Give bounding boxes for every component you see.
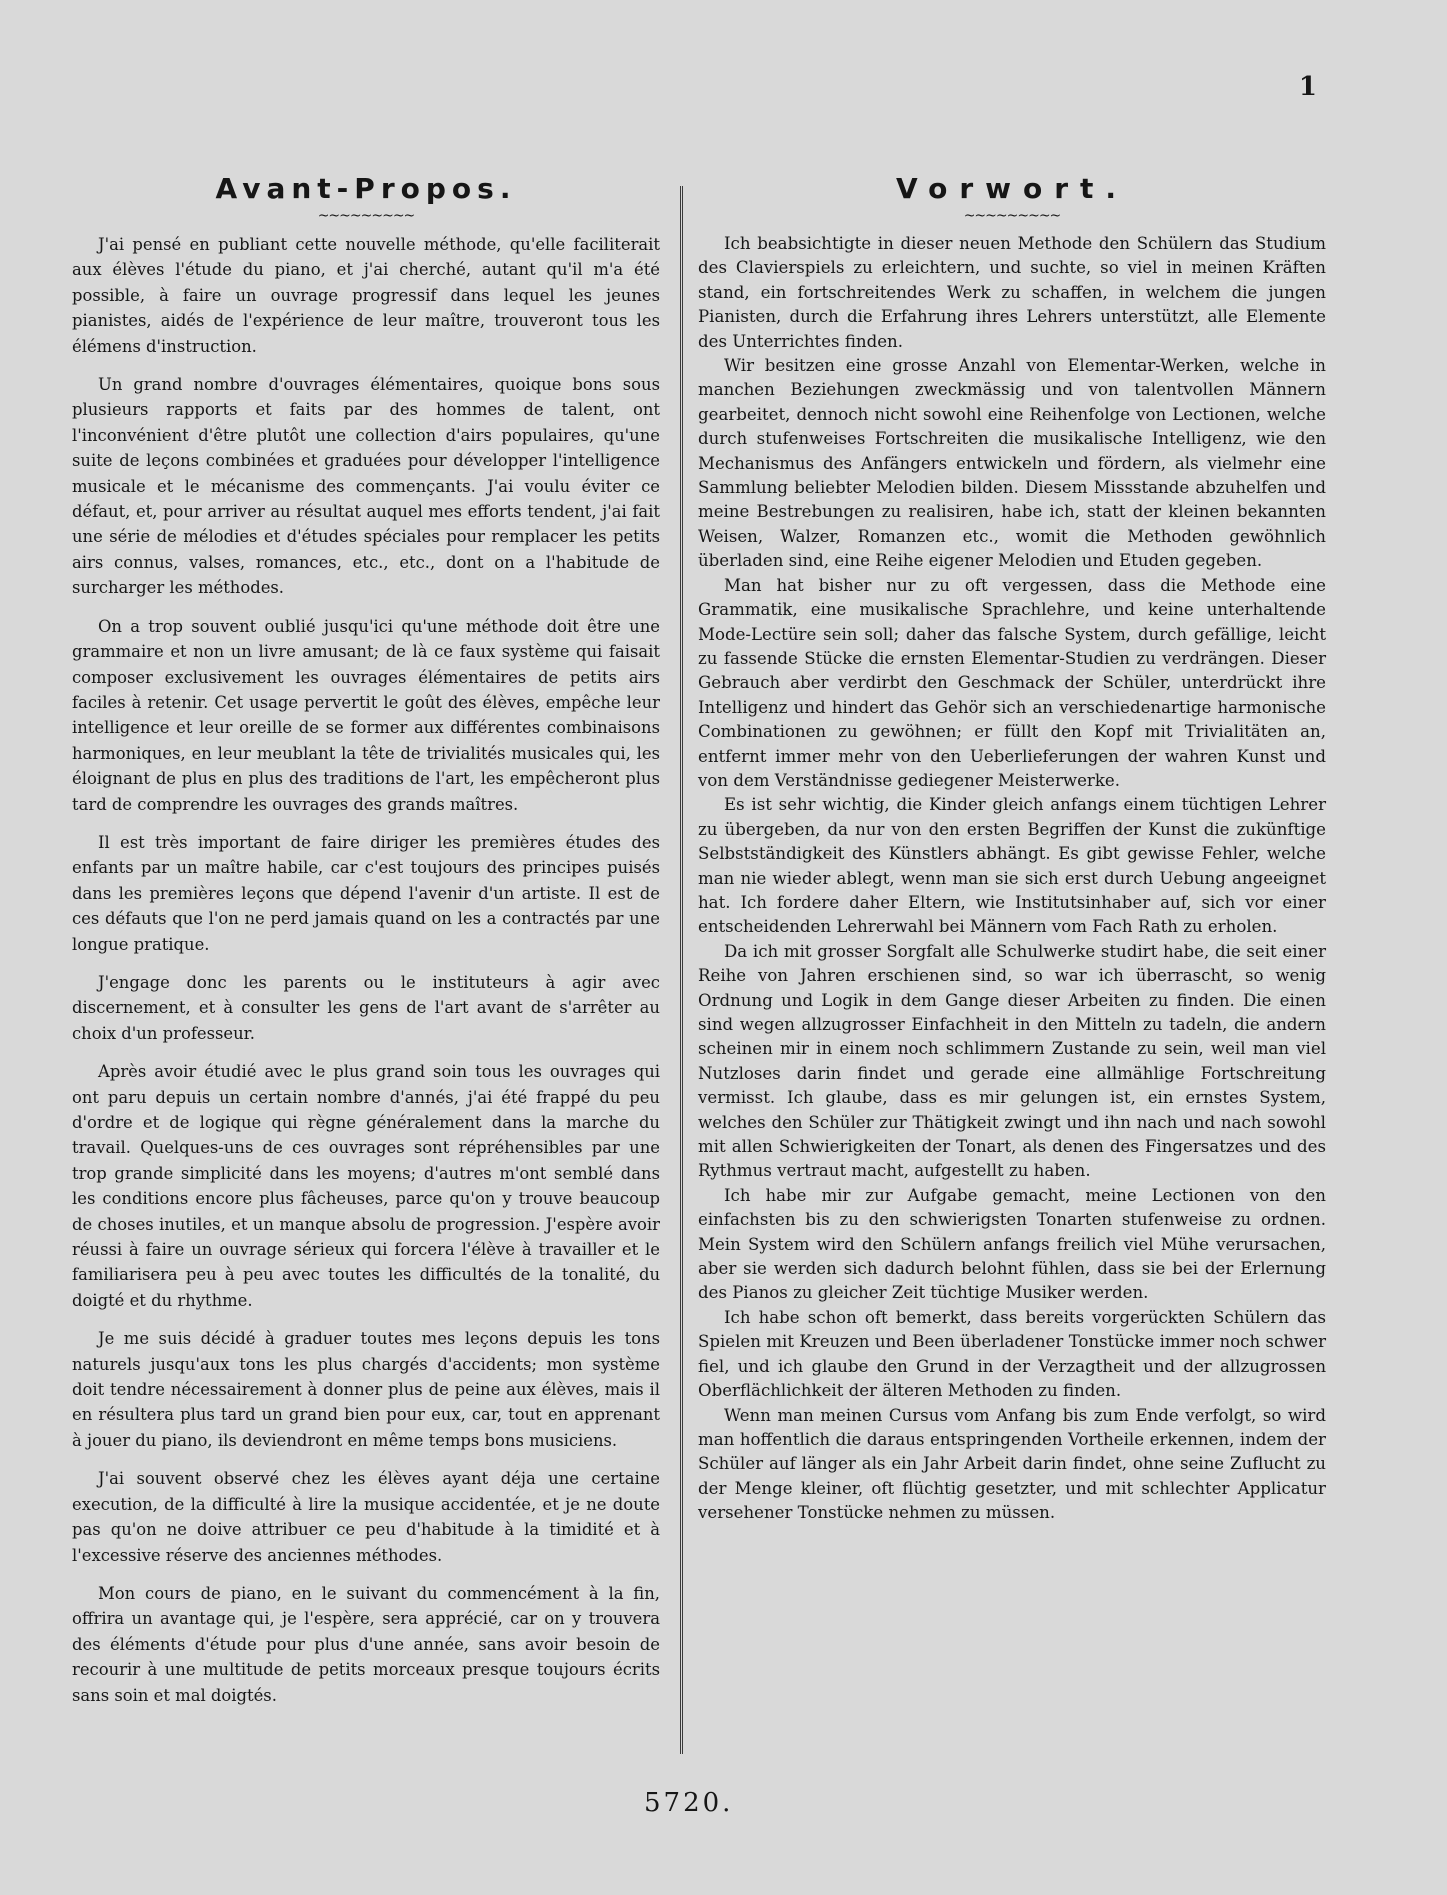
french-paragraph: On a trop souvent oublié jusqu'ici qu'une méthode doit être une grammaire et non un livre amusant; de là ce faux système qui faisait composer exclusivement les ouvrages élémentaires de petits airs faciles à retenir. Cet usage pervertit le goût des élèves, empêche leur intelligence et leur oreille de se former aux différentes combinaisons harmoniques, en leur meublant la tête de trivialités musicales qui, les éloignant de plus en plus des traditions de l'art, les empêcheront plus tard de comprendre les ouvrages des grands maîtres. xyxy=(72,616,660,814)
german-paragraph: Man hat bisher nur zu oft vergessen, dass die Methode eine Grammatik, eine musikalische Sprachlehre, und keine unterhaltende Mode-Lectüre sein soll; daher das falsche System, durch gefällige, leicht zu fassende Stücke die ernsten Elementar-Studien zu verdrängen. Dieser Gebrauch aber verdirbt den Geschmack der Schüler, unterdrückt ihre Intelligenz und hindert das Gehör sich an verschiedenartige harmonische Combinationen zu gewöhnen; er füllt den Kopf mit Trivialitäten an, entfernt immer mehr von den Ueberlieferungen der wahren Kunst und von dem Verständnisse gediegener Meisterwerke. xyxy=(698,575,1326,790)
french-column xyxy=(72,172,660,1721)
german-paragraph: Wenn man meinen Cursus vom Anfang bis zum Ende verfolgt, so wird man hoffentlich die daraus entspringenden Vortheile erkennen, indem der Schüler auf länger als ein Jahr Arbeit darin findet, ohne seine Zuflucht zu der Menge kleiner, oft flüchtig gesetzter, und mit schlechter Applicatur versehener Tonstücke nehmen zu müssen. xyxy=(698,1405,1326,1523)
german-paragraph: Ich habe mir zur Aufgabe gemacht, meine Lectionen von den einfachsten bis zu den schwierigsten Tonarten stufenweise zu ordnen. Mein System wird den Schülern anfangs freilich viel Mühe verursachen, aber sie werden sich dadurch belohnt fühlen, dass sie bei der Erlernung des Pianos zu gleicher Zeit tüchtige Musiker werden. xyxy=(698,1185,1326,1303)
french-title: Avant-Propos. xyxy=(215,172,517,205)
german-title: Vorwort. xyxy=(895,172,1129,205)
french-title-ornament: ~~~~~~~~~ xyxy=(317,208,415,224)
german-title-ornament: ~~~~~~~~~ xyxy=(963,208,1061,224)
french-paragraph: Un grand nombre d'ouvrages élémentaires, quoique bons sous plusieurs rapports et faits par des hommes de talent, ont l'inconvénient d'être plutôt une collection d'airs populaires, qu'une suite de leçons combinées et graduées pour développer l'intelligence musicale et le mécanisme des commençants. J'ai voulu éviter ce défaut, et, pour arriver au résultat auquel mes efforts tendent, j'ai fait une série de mélodies et d'études spéciales pour remplacer les petits airs connus, valses, romances, etc., etc., dont on a l'habitude de surcharger les méthodes. xyxy=(72,375,660,598)
french-paragraph: Mon cours de piano, en le suivant du commencément à la fin, offrira un avantage qui, je l'espère, sera apprécié, car on y trouvera des éléments d'étude pour plus d'une année, sans avoir besoin de recourir à une multitude de petits morceaux presque toujours écrits sans soin et mal doigtés. xyxy=(72,1583,660,1705)
column-divider xyxy=(680,186,683,1754)
page-number: 1 xyxy=(1298,72,1317,102)
german-paragraph: Ich beabsichtigte in dieser neuen Methode den Schülern das Studium des Clavierspiels zu erleichtern, und suchte, so viel in meinen Kräften stand, ein fortschreitendes Werk zu schaffen, in welchem die jungen Pianisten, durch die Erfahrung ihres Lehrers unterstützt, alle Elemente des Unterrichtes finden. xyxy=(698,234,1326,351)
german-paragraph: Es ist sehr wichtig, die Kinder gleich anfangs einem tüchtigen Lehrer zu übergeben, da nur von den ersten Begriffen der Kunst die zukünftige Selbstständigkeit des Künstlers abhängt. Es gibt gewisse Fehler, welche man nie wieder ablegt, wenn man sie sich erst durch Uebung angeeignet hat. Ich fordere daher Eltern, wie Institutsinhaber auf, sich vor einer entscheidenden Lehrerwahl bei Männern vom Fach Rath zu erholen. xyxy=(698,795,1326,937)
plate-number: 5720. xyxy=(644,1788,734,1818)
french-paragraph: Il est très important de faire diriger les premières études des enfants par un maître habile, car c'est toujours des principes puisés dans les premières leçons que dépend l'avenir d'un artiste. Il est de ces défauts que l'on ne perd jamais quand on les a contractés par une longue pratique. xyxy=(72,832,660,954)
german-paragraph: Da ich mit grosser Sorgfalt alle Schulwerke studirt habe, die seit einer Reihe von Jahren erschienen sind, so war ich überrascht, so wenig Ordnung und Logik in dem Gange dieser Arbeiten zu finden. Die einen sind wegen allzugrosser Einfachheit in den Mitteln zu tadeln, die andern scheinen mir in einem noch schlimmern Zustande zu sein, weil man viel Nutzloses darin findet und gerade eine allmählige Fortschreitung vermisst. Ich glaube, dass es mir gelungen ist, ein ernstes System, welches den Schüler zur Thätigkeit zwingt und ihn nach und nach sowohl mit allen Schwierigkeiten der Tonart, als denen des Fingersatzes und des Rythmus vertraut macht, aufgestellt zu haben. xyxy=(698,941,1326,1181)
french-paragraph: Après avoir étudié avec le plus grand soin tous les ouvrages qui ont paru depuis un certain nombre d'annés, j'ai été frappé du peu d'ordre et de logique qui règne généralement dans la marche du travail. Quelques-uns de ces ouvrages sont répréhensibles par une trop grande simplicité dans les moyens; d'autres m'ont semblé dans les conditions encore plus fâcheuses, parce qu'on y trouve beaucoup de choses inutiles, et un manque absolu de progression. J'espère avoir réussi à faire un ouvrage sérieux qui forcera l'élève à travailler et le familiarisera peu à peu avec toutes les difficultés de la tonalité, du doigté et du rhythme. xyxy=(72,1062,660,1310)
german-column xyxy=(698,172,1326,1526)
french-paragraph: J'ai souvent observé chez les élèves ayant déja une certaine execution, de la difficulté à lire la musique accidentée, et je ne doute pas qu'on ne doive attribuer ce peu d'habitude à la timidité et à l'excessive réserve des anciennes méthodes. xyxy=(72,1469,660,1565)
french-paragraph: Je me suis décidé à graduer toutes mes leçons depuis les tons naturels jusqu'aux tons les plus chargés d'accidents; mon système doit tendre nécessairement à donner plus de peine aux élèves, mais il en résultera plus tard un grand bien pour eux, car, tout en apprenant à jouer du piano, ils deviendront en même temps bons musiciens. xyxy=(72,1329,660,1450)
german-paragraph: Ich habe schon oft bemerkt, dass bereits vorgerückten Schülern das Spielen mit Kreuzen und Been überladener Tonstücke immer noch schwer fiel, und ich glaube den Grund in der Verzagtheit und der allzugrossen Oberflächlichkeit der älteren Methoden zu finden. xyxy=(698,1307,1326,1401)
french-paragraph: J'engage donc les parents ou le instituteurs à agir avec discernement, et à consulter les gens de l'art avant de s'arrêter au choix d'un professeur. xyxy=(72,972,660,1043)
french-paragraph: J'ai pensé en publiant cette nouvelle méthode, qu'elle faciliterait aux élèves l'étude du piano, et j'ai cherché, autant qu'il m'a été possible, à faire un ouvrage progressif dans lequel les jeunes pianistes, aidés de l'expérience de leur maître, trouveront tous les élémens d'instruction. xyxy=(72,235,660,356)
german-paragraph: Wir besitzen eine grosse Anzahl von Elementar-Werken, welche in manchen Beziehungen zweckmässig und von talentvollen Männern gearbeitet, dennoch nicht sowohl eine Reihenfolge von Lectionen, welche durch stufenweises Fortschreiten die musikalische Intelligenz, wie den Mechanismus des Anfängers entwickeln und fördern, als vielmehr eine Sammlung beliebter Melodien bilden. Diesem Missstande abzuhelfen und meine Bestrebungen zu realisiren, habe ich, statt der kleinen bekannten Weisen, Walzer, Romanzen etc., womit die Methoden gewöhnlich überladen sind, eine Reihe eigener Melodien und Etuden gegeben. xyxy=(698,356,1326,571)
